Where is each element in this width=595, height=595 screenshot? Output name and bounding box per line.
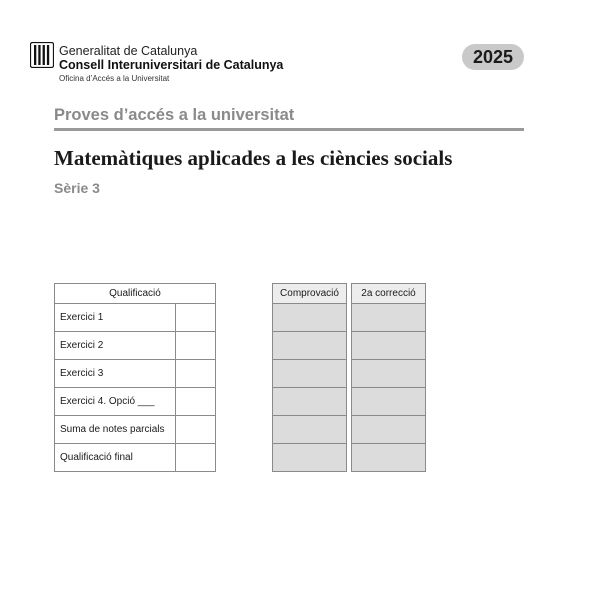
table-row xyxy=(55,388,216,416)
grades-table-header: Qualificació xyxy=(55,284,216,304)
year-badge: 2025 xyxy=(462,44,524,70)
row-label: Exercici 2 xyxy=(55,332,176,360)
second-correction-cell[interactable] xyxy=(352,388,426,416)
table-row xyxy=(55,332,216,360)
table-row xyxy=(55,416,216,444)
check-cell[interactable] xyxy=(273,388,347,416)
second-correction-cell[interactable] xyxy=(352,416,426,444)
table-row xyxy=(55,444,216,472)
second-correction-cell[interactable] xyxy=(352,332,426,360)
check-cell[interactable] xyxy=(273,444,347,472)
grade-box[interactable] xyxy=(175,444,215,472)
check-cell[interactable] xyxy=(273,360,347,388)
page-title: Matemàtiques aplicades a les ciències socials xyxy=(54,146,453,170)
org-name-oficina: Oficina d’Accés a la Universitat xyxy=(59,74,170,83)
grade-box[interactable] xyxy=(175,332,215,360)
org-name-consell: Consell Interuniversitari de Catalunya xyxy=(59,58,284,72)
second-correction-cell[interactable] xyxy=(352,360,426,388)
check-cell[interactable] xyxy=(273,416,347,444)
grade-box[interactable] xyxy=(175,416,215,444)
grades-table xyxy=(54,283,216,472)
series-label: Sèrie 3 xyxy=(54,180,100,196)
row-label: Exercici 4. Opció ___ xyxy=(55,388,176,416)
grade-box[interactable] xyxy=(175,388,215,416)
org-name-generalitat: Generalitat de Catalunya xyxy=(59,44,198,58)
second-correction-cell[interactable] xyxy=(352,444,426,472)
row-label: Qualificació final xyxy=(55,444,176,472)
check-table-header: Comprovació xyxy=(273,284,347,304)
second-correction-header: 2a correcció xyxy=(352,284,426,304)
table-row xyxy=(55,304,216,332)
check-cell[interactable] xyxy=(273,304,347,332)
grade-box[interactable] xyxy=(175,304,215,332)
table-row xyxy=(55,360,216,388)
generalitat-logo-icon xyxy=(30,42,54,68)
check-cell[interactable] xyxy=(273,332,347,360)
second-correction-cell[interactable] xyxy=(352,304,426,332)
exam-subtitle: Proves d’accés a la universitat xyxy=(54,106,295,124)
check-table xyxy=(272,283,347,472)
second-correction-table xyxy=(351,283,426,472)
grade-box[interactable] xyxy=(175,360,215,388)
row-label: Exercici 1 xyxy=(55,304,176,332)
divider xyxy=(54,128,524,131)
row-label: Suma de notes parcials xyxy=(55,416,176,444)
row-label: Exercici 3 xyxy=(55,360,176,388)
